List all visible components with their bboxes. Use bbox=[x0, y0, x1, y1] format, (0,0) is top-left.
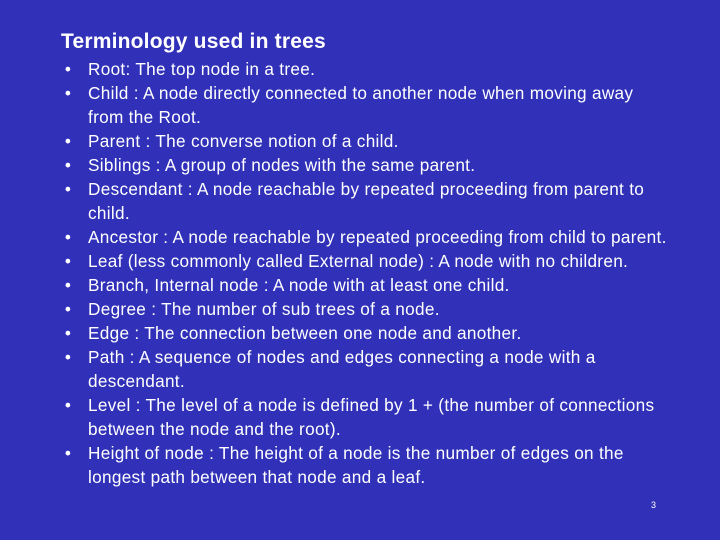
list-item bbox=[58, 297, 668, 321]
bullet-icon: • bbox=[64, 155, 72, 175]
bullet-text: Height of node : The height of a node is the number of edges on the longest path between that node and a leaf. bbox=[88, 443, 624, 487]
bullet-icon: • bbox=[64, 299, 72, 319]
bullet-icon: • bbox=[64, 83, 72, 103]
bullet-text: Path : A sequence of nodes and edges connecting a node with a descendant. bbox=[88, 347, 596, 391]
list-item bbox=[58, 273, 668, 297]
bullet-icon: • bbox=[64, 59, 72, 79]
bullet-text: Leaf (less commonly called External node) : A node with no children. bbox=[88, 251, 629, 271]
bullet-icon: • bbox=[64, 323, 72, 343]
list-item bbox=[58, 321, 668, 345]
bullet-icon: • bbox=[64, 251, 72, 271]
bullet-icon: • bbox=[64, 227, 72, 247]
bullet-text: Descendant : A node reachable by repeated proceeding from parent to child. bbox=[88, 179, 645, 223]
bullet-list bbox=[58, 57, 668, 489]
list-item bbox=[58, 153, 668, 177]
list-item bbox=[58, 81, 668, 129]
bullet-text: Degree : The number of sub trees of a node. bbox=[88, 299, 440, 319]
list-item bbox=[58, 345, 668, 393]
bullet-icon: • bbox=[64, 347, 72, 367]
list-item bbox=[58, 393, 668, 441]
bullet-icon: • bbox=[64, 179, 72, 199]
list-item bbox=[58, 225, 668, 249]
bullet-text: Ancestor : A node reachable by repeated proceeding from child to parent. bbox=[88, 227, 667, 247]
list-item bbox=[58, 129, 668, 153]
bullet-text: Parent : The converse notion of a child. bbox=[88, 131, 399, 151]
bullet-text: Siblings : A group of nodes with the same parent. bbox=[88, 155, 476, 175]
bullet-text: Branch, Internal node : A node with at least one child. bbox=[88, 275, 510, 295]
page-number: 3 bbox=[651, 500, 657, 510]
list-item bbox=[58, 249, 668, 273]
bullet-text: Root: The top node in a tree. bbox=[88, 59, 316, 79]
bullet-icon: • bbox=[64, 443, 72, 463]
slide-title: Terminology used in trees bbox=[61, 30, 326, 53]
list-item bbox=[58, 57, 668, 81]
bullet-icon: • bbox=[64, 275, 72, 295]
list-item bbox=[58, 177, 668, 225]
bullet-icon: • bbox=[64, 131, 72, 151]
bullet-text: Child : A node directly connected to another node when moving away from the Root. bbox=[88, 83, 634, 127]
bullet-icon: • bbox=[64, 395, 72, 415]
list-item bbox=[58, 441, 668, 489]
bullet-text: Edge : The connection between one node and another. bbox=[88, 323, 522, 343]
bullet-text: Level : The level of a node is defined by 1 + (the number of connections between the node and the root). bbox=[88, 395, 655, 439]
